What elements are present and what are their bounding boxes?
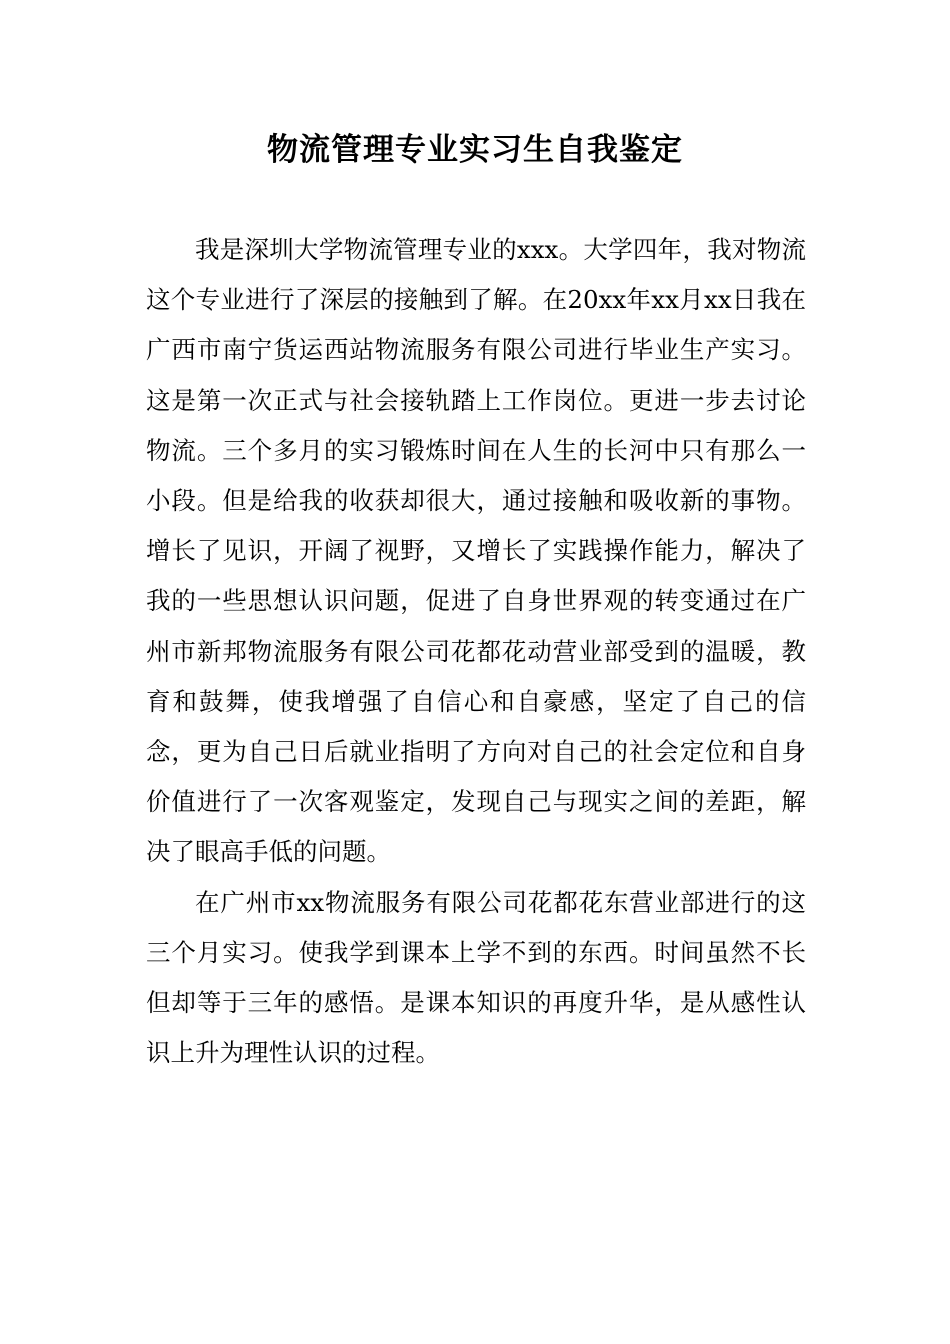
paragraph-1: 我是深圳大学物流管理专业的xxx。大学四年，我对物流这个专业进行了深层的接触到了解。在20xx年xx月xx日我在广西市南宁货运西站物流服务有限公司进行毕业生产实习。这是第一次正式与社会接轨踏上工作岗位。更进一步去讨论物流。三个多月的实习锻炼时间在人生的长河中只有那么一小段。但是给我的收获却很大，通过接触和吸收新的事物。增长了见识，开阔了视野，又增长了实践操作能力，解决了我的一些思想认识问题，促进了自身世界观的转变通过在广州市新邦物流服务有限公司花都花动营业部受到的温暖，教育和鼓舞，使我增强了自信心和自豪感，坚定了自己的信念，更为自己日后就业指明了方向对自己的社会定位和自身价值进行了一次客观鉴定，发现自己与现实之间的差距，解决了眼高手低的问题。 xyxy=(146,235,806,867)
paragraph-2: 在广州市xx物流服务有限公司花都花东营业部进行的这三个月实习。使我学到课本上学不到的东西。时间虽然不长但却等于三年的感悟。是课本知识的再度升华，是从感性认识上升为理性认识的过程。 xyxy=(146,887,806,1068)
document-body xyxy=(146,225,806,1078)
document-title: 物流管理专业实习生自我鉴定 xyxy=(267,132,683,168)
